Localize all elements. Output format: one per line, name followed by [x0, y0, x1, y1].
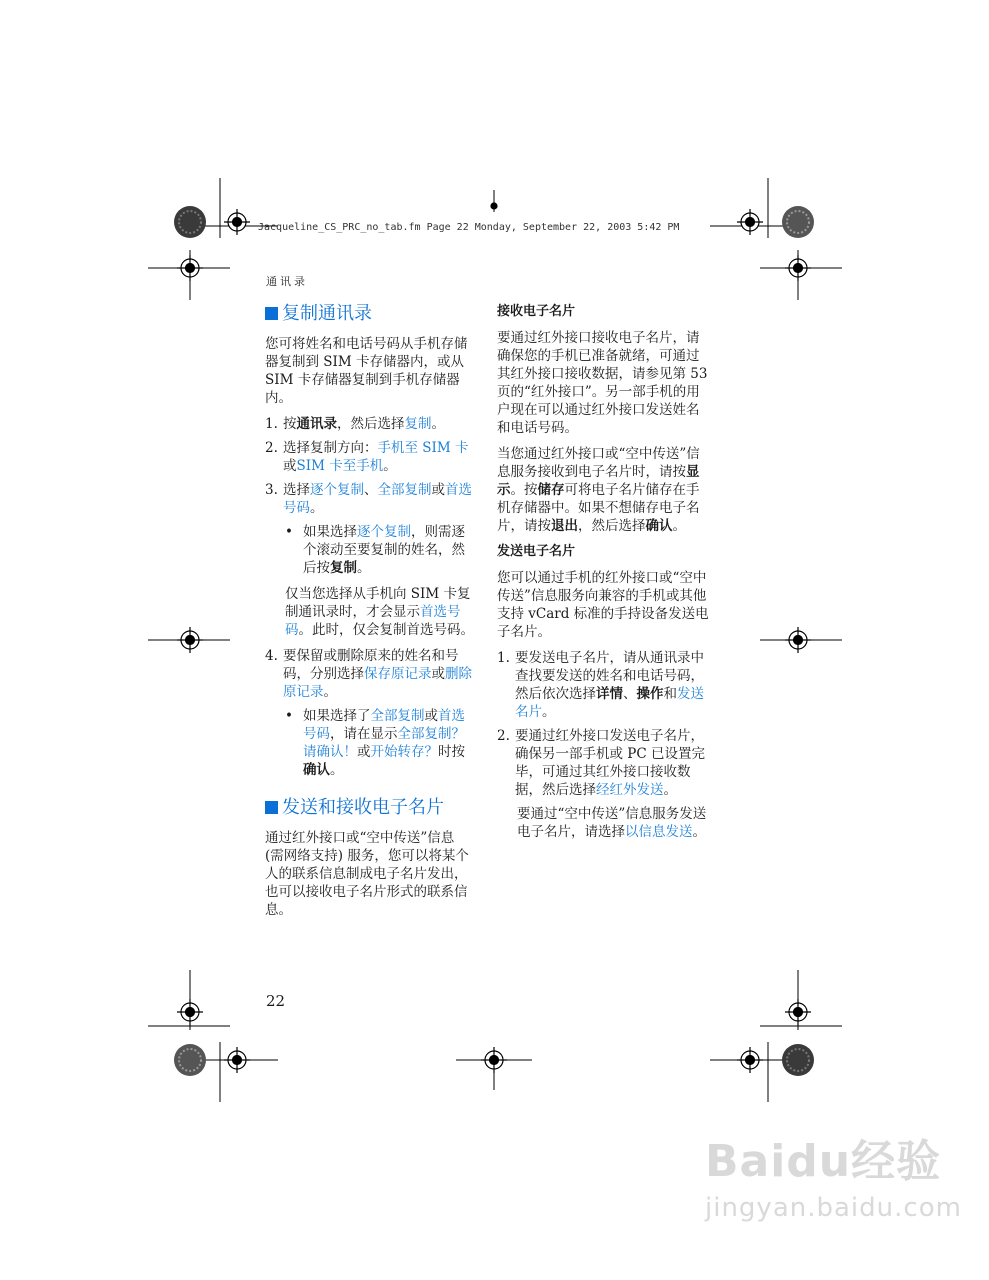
- receive-paragraph-1: 要通过红外接口接收电子名片，请确保您的手机已准备就绪，可通过其红外接口接收数据，请参见第 53 页的“红外接口”。另一部手机的用户现在可以通过红外接口发送姓名和电话号码。: [497, 330, 708, 436]
- left-column: [265, 303, 477, 927]
- heading-square-icon: [265, 801, 278, 814]
- send-paragraph: 您可以通过手机的红外接口或“空中传送”信息服务向兼容的手机或其他支持 vCard 标准的手持设备发送电子名片。: [497, 570, 709, 640]
- copy-step-4: 4. 要保留或删除原来的姓名和号码，分别选择保存原记录或删除原记录。: [265, 648, 472, 700]
- file-header: Jacqueline_CS_PRC_no_tab.fm Page 22 Monday, September 22, 2003 5:42 PM: [258, 222, 680, 233]
- send-step-2: 2. 要通过红外接口发送电子名片，确保另一部手机或 PC 已设置完毕，可通过其红外接口接收数据，然后选择经红外发送。: [497, 728, 705, 798]
- page-number: 22: [266, 992, 286, 1010]
- copy-bullet-2: • 如果选择了全部复制或首选号码，请在显示全部复制？请确认！或开始转存？时按确认。: [285, 708, 465, 778]
- copy-step-1: 1. 按通讯录，然后选择复制。: [265, 416, 445, 432]
- watermark-url: jingyan.baidu.com: [705, 1193, 962, 1223]
- send-step-1: 1. 要发送电子名片，请从通讯录中查找要发送的姓名和电话号码，然后依次选择详情、操作和发送名片。: [497, 650, 704, 720]
- copy-step-2: 2. 选择复制方向：手机至 SIM 卡或SIM 卡至手机。: [265, 440, 469, 474]
- copy-note: 仅当您选择从手机向 SIM 卡复制通讯录时，才会显示首选号码。此时，仅会复制首选号码。: [285, 586, 474, 638]
- watermark-logo: Baidu经验: [705, 1136, 942, 1187]
- subheading-send-card: 发送电子名片: [497, 544, 576, 559]
- running-head: 通讯录: [266, 275, 308, 288]
- right-column: [497, 303, 709, 849]
- section-heading-copy-contacts: 复制通讯录: [265, 303, 477, 325]
- subheading-receive-card: 接收电子名片: [497, 304, 576, 319]
- business-card-intro: 通过红外接口或“空中传送”信息 (需网络支持) 服务，您可以将某个人的联系信息制成电子名片发出，也可以接收电子名片形式的联系信息。: [265, 830, 469, 918]
- copy-step-3: 3. 选择逐个复制、全部复制或首选号码。: [265, 482, 472, 516]
- copy-bullet-1: • 如果选择逐个复制，则需逐个滚动至要复制的姓名，然后按复制。: [285, 524, 465, 576]
- baidu-watermark: [705, 1125, 962, 1223]
- send-note: 要通过“空中传送”信息服务发送电子名片，请选择以信息发送。: [517, 806, 707, 840]
- receive-paragraph-2: 当您通过红外接口或“空中传送”信息服务接收到电子名片时，请按显示。按储存可将电子名片储存在手机存储器中。如果不想储存电子名片，请按退出，然后选择确认。: [497, 446, 700, 534]
- copy-intro-paragraph: 您可将姓名和电话号码从手机存储器复制到 SIM 卡存储器内，或从 SIM 卡存储器复制到手机存储器内。: [265, 336, 468, 406]
- heading-square-icon: [265, 307, 278, 320]
- section-heading-business-cards: 发送和接收电子名片: [265, 797, 477, 819]
